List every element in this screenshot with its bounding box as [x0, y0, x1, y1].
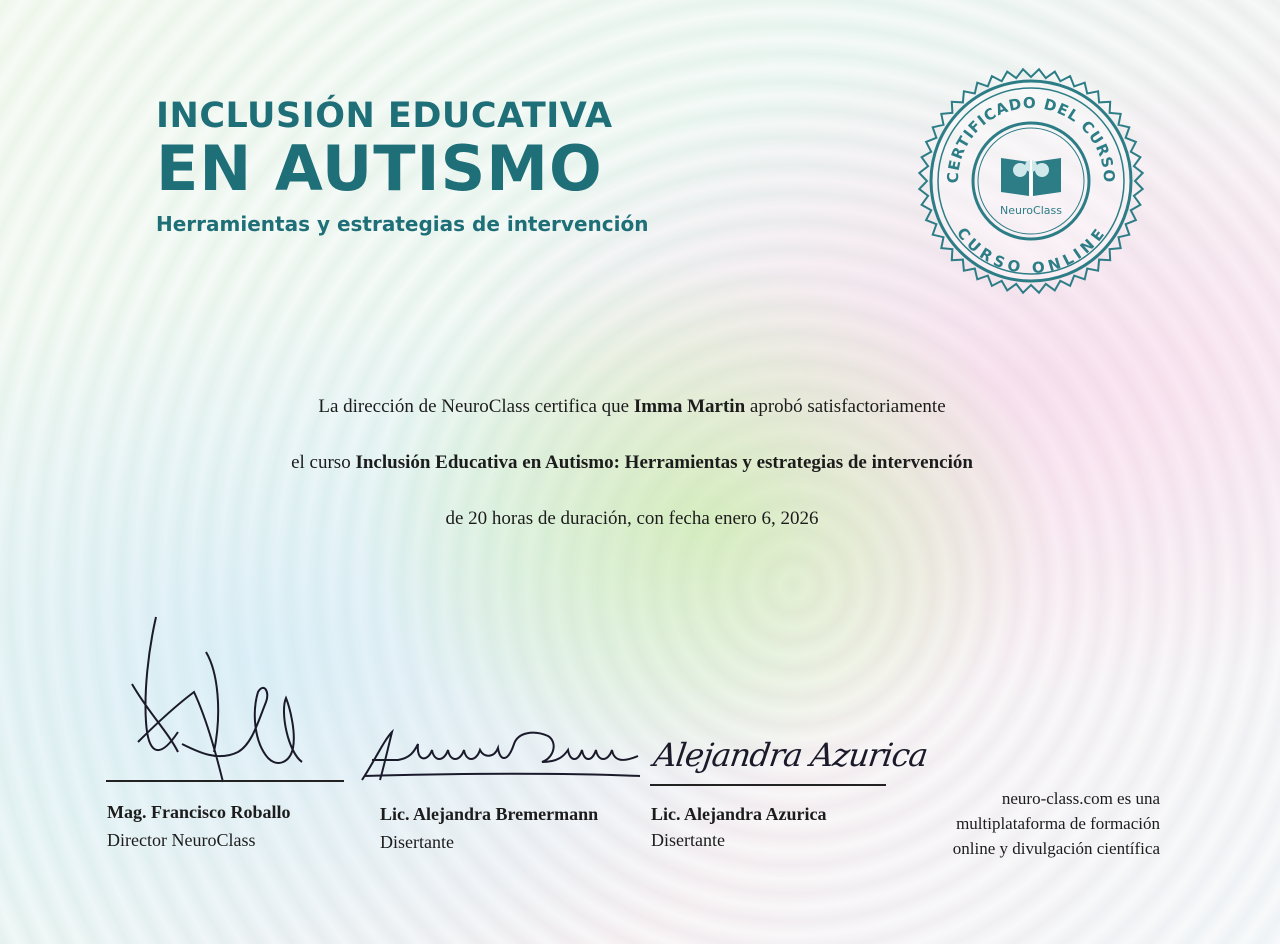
signature-line-1 [106, 780, 344, 782]
book-brain-icon [1001, 158, 1061, 196]
certify-line-1 [0, 396, 1272, 418]
seal-brand: NeuroClass [1000, 204, 1062, 217]
signer-name-2: Lic. Alejandra Bremermann [380, 804, 599, 824]
course-title-block [156, 96, 648, 236]
signer-name-3: Lic. Alejandra Azurica [651, 804, 827, 824]
certificate-seal [916, 66, 1146, 296]
signer-role-1: Director NeuroClass [107, 830, 256, 850]
seal-top-text: CERTIFICADO DEL CURSO [943, 93, 1119, 184]
signer-role-3: Disertante [651, 830, 725, 850]
platform-note [900, 786, 1160, 861]
signature-azurica: Alejandra Azurica [651, 736, 930, 774]
certify-line-2 [0, 452, 1272, 474]
signature-roballo [118, 612, 308, 792]
certify-line-3: de 20 horas de duración, con fecha enero 6, 2026 [445, 508, 819, 529]
signature-line-3 [650, 784, 886, 786]
certify-line-1-pre: La dirección de NeuroClass certifica que [318, 396, 634, 417]
certify-line-1-post: aprobó satisfactoriamente [745, 396, 946, 417]
platform-note-line3: online y divulgación científica [952, 839, 1160, 858]
student-name: Imma Martin [633, 396, 746, 417]
platform-note-line2: multiplataforma de formación [956, 814, 1160, 833]
course-title-line1: INCLUSIÓN EDUCATIVA [156, 96, 613, 136]
course-title-line2: EN AUTISMO [156, 132, 603, 206]
signer-name-1: Mag. Francisco Roballo [107, 802, 291, 822]
seal-bottom-text: CURSO ONLINE [953, 224, 1110, 278]
signature-bremermann [358, 722, 643, 792]
course-name: Inclusión Educativa en Autismo: Herramientas y estrategias de intervención [355, 452, 973, 473]
course-subtitle: Herramientas y estrategias de intervención [156, 212, 649, 237]
certify-line-2-pre: el curso [291, 452, 356, 473]
signer-role-2: Disertante [380, 832, 454, 852]
platform-note-line1: neuro-class.com es una [1001, 789, 1160, 808]
